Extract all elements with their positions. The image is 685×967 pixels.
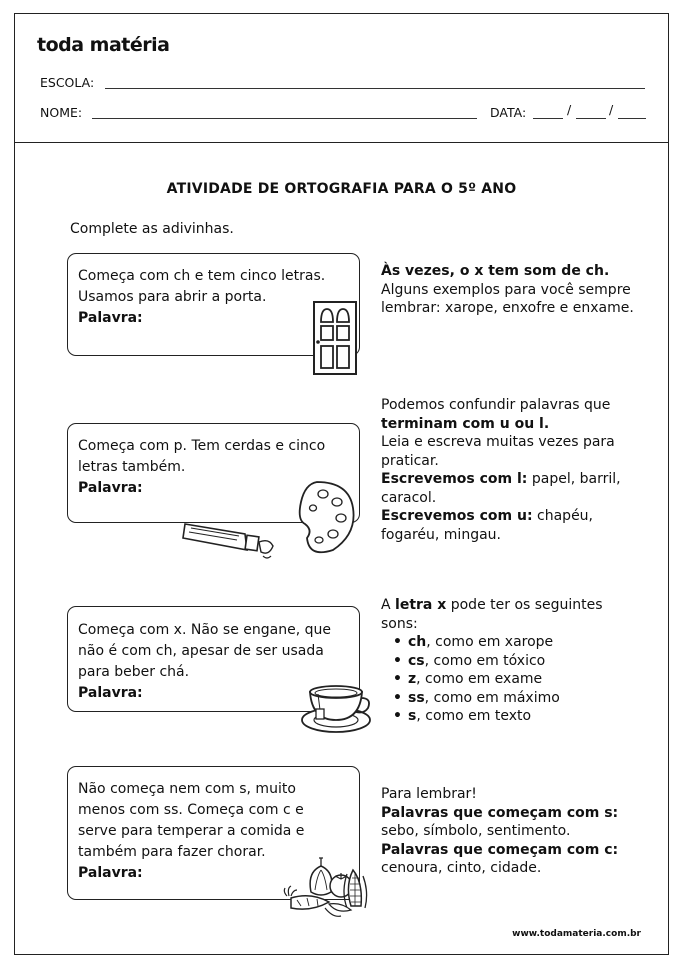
riddle-line: Começa com ch e tem cinco letras.	[78, 268, 326, 284]
paint-palette-and-tube-icon	[177, 472, 362, 562]
tip-u-words: chapéu, fogaréu, mingau.	[381, 508, 594, 543]
escola-line[interactable]	[105, 88, 645, 89]
x-sounds-list	[381, 633, 643, 726]
riddle-line: também para fazer chorar.	[78, 844, 266, 860]
tip-c-label: Palavras que começam com c:	[381, 841, 619, 858]
list-item	[393, 689, 643, 708]
tip-pre: A	[381, 597, 391, 613]
tip-intro-bold: terminam com u ou l.	[381, 415, 550, 432]
sound-label: cs	[408, 652, 425, 669]
nome-line[interactable]	[92, 118, 477, 119]
list-item	[393, 633, 643, 652]
riddle-line: Começa com p. Tem cerdas e cinco	[78, 438, 326, 454]
sound-example: , como em xarope	[426, 634, 554, 650]
tip-l-words: papel, barril, caracol.	[381, 471, 621, 506]
list-item	[393, 670, 643, 689]
date-month-line[interactable]	[576, 118, 606, 119]
data-label: DATA:	[490, 105, 527, 120]
escola-label: ESCOLA:	[40, 75, 95, 90]
vegetables-icon	[281, 852, 373, 918]
riddle-line: menos com ss. Começa com c e	[78, 802, 304, 818]
tip-body: Leia e escreva muitas vezes para praticar.	[381, 434, 615, 469]
tip-intro: Para lembrar!	[381, 786, 477, 802]
riddle-line: para beber chá.	[78, 664, 190, 680]
sound-label: ss	[408, 689, 425, 706]
sound-label: ch	[408, 634, 427, 650]
riddle-line: Começa com x. Não se engane, que	[78, 622, 331, 638]
sound-label: s	[408, 708, 417, 724]
sound-example: , como em tóxico	[424, 652, 546, 669]
riddle-line: Usamos para abrir a porta.	[78, 289, 267, 305]
riddle-line: letras também.	[78, 459, 186, 475]
list-item	[393, 707, 643, 726]
list-item	[393, 652, 643, 671]
worksheet-header	[15, 14, 668, 143]
sound-example: , como em texto	[416, 708, 532, 724]
sound-example: , como em máximo	[424, 689, 560, 706]
riddle-line: Não começa nem com s, muito	[78, 781, 296, 797]
date-separator-2: /	[609, 102, 614, 117]
tip-box-4	[381, 785, 643, 878]
worksheet-page	[14, 13, 669, 955]
footer-url[interactable]: www.todamateria.com.br	[512, 929, 641, 939]
date-year-line[interactable]	[618, 118, 646, 119]
tip-box-3	[381, 596, 643, 726]
tip-s-words: sebo, símbolo, sentimento.	[381, 823, 571, 839]
word-label[interactable]: Palavra:	[78, 865, 143, 881]
tip-intro: Podemos confundir palavras que	[381, 397, 611, 413]
word-label[interactable]: Palavra:	[78, 480, 143, 496]
page-title: ATIVIDADE DE ORTOGRAFIA PARA O 5º ANO	[166, 181, 517, 197]
date-separator-1: /	[567, 102, 572, 117]
tip-c-words: cenoura, cinto, cidade.	[381, 860, 542, 876]
tip-l-label: Escrevemos com l:	[381, 471, 528, 487]
tip-body: Alguns exemplos para você sempre lembrar: xarope, enxofre e enxame.	[381, 281, 634, 316]
sound-label: z	[408, 671, 417, 687]
tip-bold: letra x	[395, 597, 447, 613]
sound-example: , como em exame	[416, 671, 543, 687]
tip-post: pode ter os seguintes sons:	[381, 597, 603, 632]
word-label[interactable]: Palavra:	[78, 685, 143, 701]
nome-label: NOME:	[40, 105, 83, 120]
brand-logo: toda matéria	[37, 34, 170, 56]
riddle-line: não é com ch, apesar de ser usada	[78, 643, 324, 659]
teacup-icon	[296, 680, 372, 736]
door-icon	[310, 300, 360, 376]
date-day-line[interactable]	[533, 118, 563, 119]
riddle-line: serve para temperar a comida e	[78, 823, 305, 839]
tip-u-label: Escrevemos com u:	[381, 508, 533, 524]
tip-heading: Às vezes, o x tem som de ch.	[381, 263, 610, 279]
tip-box-1	[381, 262, 643, 318]
word-label[interactable]: Palavra:	[78, 310, 143, 326]
tip-s-label: Palavras que começam com s:	[381, 804, 619, 821]
tip-box-2	[381, 396, 643, 544]
instruction-text: Complete as adivinhas.	[70, 221, 234, 237]
